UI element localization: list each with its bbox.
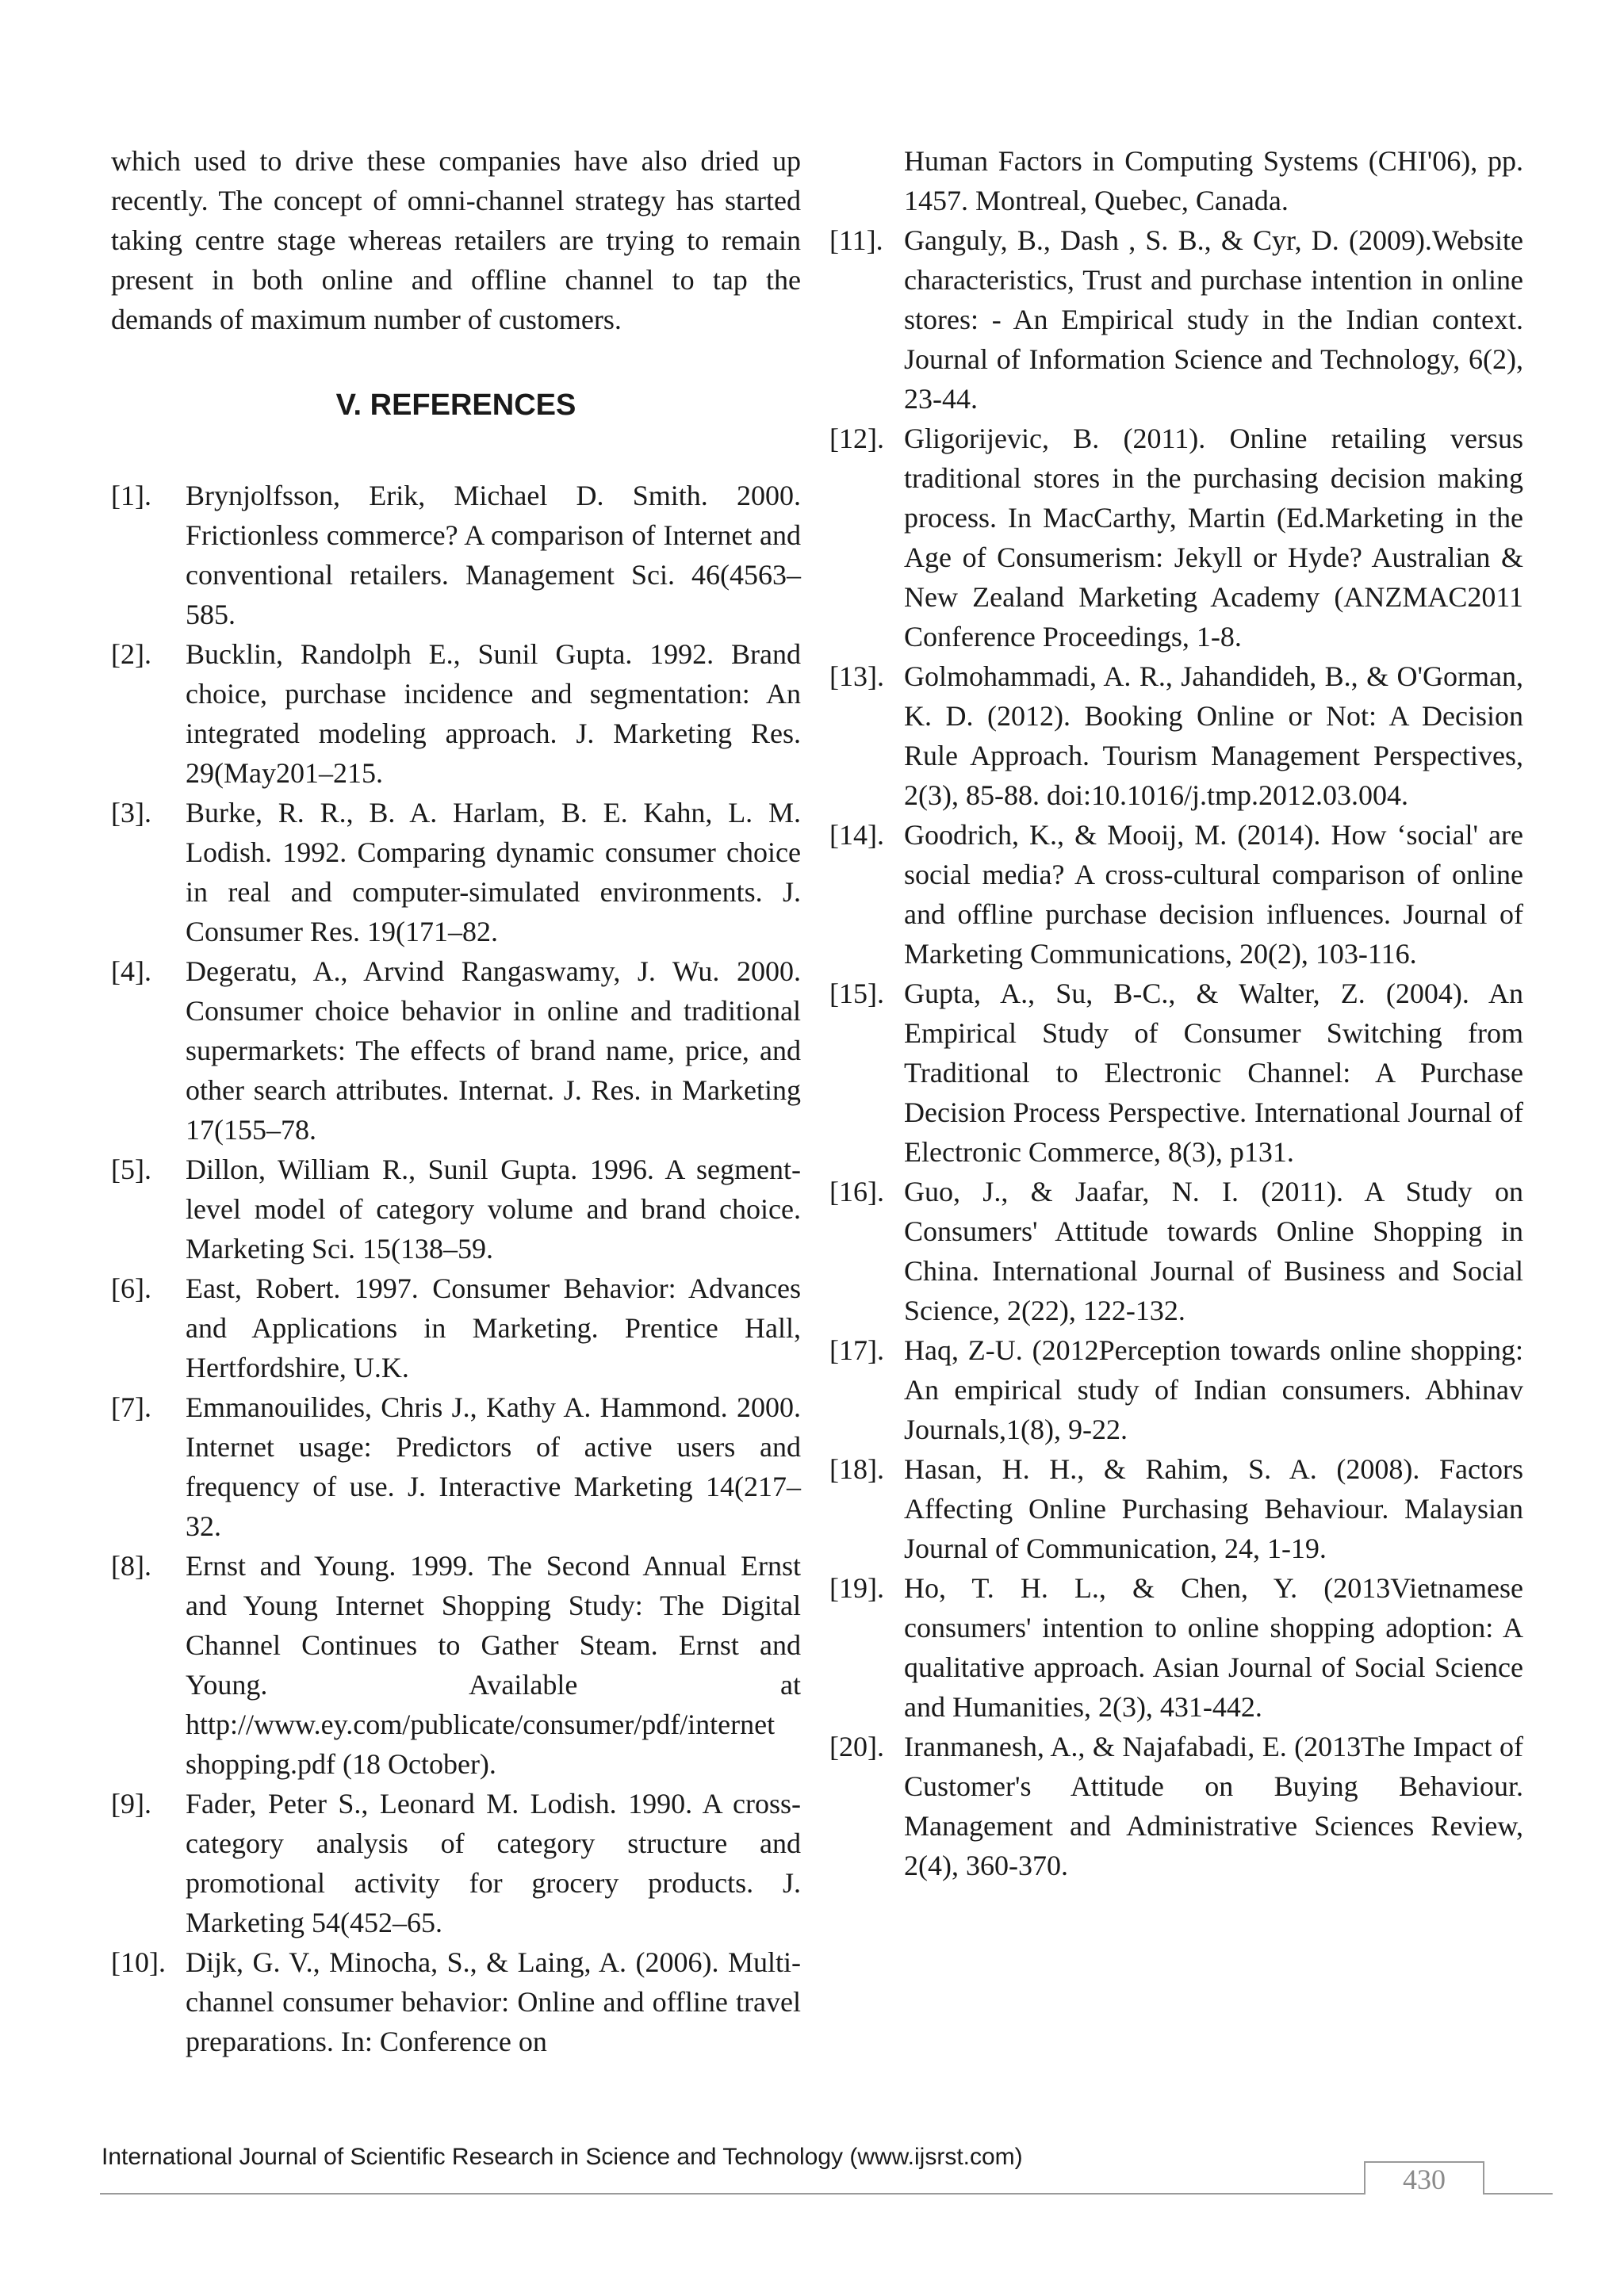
reference-item — [829, 974, 1523, 1172]
right-column — [829, 141, 1523, 1885]
reference-item — [111, 634, 801, 793]
reference-number: [7]. — [111, 1391, 151, 1423]
reference-number: [13]. — [829, 660, 884, 692]
reference-text: Gligorijevic, B. (2011). Online retailing versus traditional stores in the purchasing decision making process. In MacCarthy, Martin (Ed.Marketing in the Age of Consumerism: Jekyll or Hyde? Australian & New Zealand Marketing Academy (ANZMAC2011 Conference Proceedings, 1-8. — [904, 423, 1523, 652]
reference-item — [829, 656, 1523, 815]
reference-number: [15]. — [829, 978, 884, 1009]
reference-text: Gupta, A., Su, B-C., & Walter, Z. (2004). An Empirical Study of Consumer Switching from Traditional to Electronic Channel: A Purchase Decision Process Perspective. International Journal of Electronic Commerce, 8(3), p131. — [904, 978, 1523, 1168]
reference-number: [18]. — [829, 1453, 884, 1485]
reference-item — [829, 220, 1523, 419]
page-number: 430 — [1403, 2164, 1446, 2195]
footer-journal-name: International Journal of Scientific Research in Science and Technology (www.ijsrst.com) — [102, 2144, 1023, 2170]
reference-item — [829, 1330, 1523, 1449]
reference-text: Fader, Peter S., Leonard M. Lodish. 1990. A cross-category analysis of category structure and promotional activity for grocery products. J. Marketing 54(452–65. — [186, 1788, 801, 1938]
references-heading: V. REFERENCES — [335, 388, 576, 422]
reference-text: East, Robert. 1997. Consumer Behavior: Advances and Applications in Marketing. Prentice Hall, Hertfordshire, U.K. — [186, 1272, 801, 1383]
reference-item — [829, 419, 1523, 656]
reference-number: [19]. — [829, 1572, 884, 1604]
reference-text: Ho, T. H. L., & Chen, Y. (2013Vietnamese consumers' intention to online shopping adoption: A qualitative approach. Asian Journal of Social Science and Humanities, 2(3), 431-442. — [904, 1572, 1523, 1723]
reference-item — [111, 793, 801, 951]
reference-item — [111, 1387, 801, 1546]
reference-number: [1]. — [111, 480, 151, 511]
reference-text: Brynjolfsson, Erik, Michael D. Smith. 2000. Frictionless commerce? A comparison of Internet and conventional retailers. Management Sci. 46(4563–585. — [186, 480, 801, 630]
reference-text: Hasan, H. H., & Rahim, S. A. (2008). Factors Affecting Online Purchasing Behaviour. Malaysian Journal of Communication, 24, 1-19. — [904, 1453, 1523, 1564]
reference-item — [111, 951, 801, 1150]
reference-text: Goodrich, K., & Mooij, M. (2014). How ‘social' are social media? A cross-cultural comparison of online and offline purchase decision influences. Journal of Marketing Communications, 20(2), 103-116. — [904, 819, 1523, 970]
reference-number: [5]. — [111, 1154, 151, 1185]
reference-text: Ganguly, B., Dash , S. B., & Cyr, D. (2009).Website characteristics, Trust and purchase intention in online stores: - An Empirical study in the Indian context. Journal of Information Science and Technology, 6(2), 23-44. — [904, 224, 1523, 415]
reference-item — [829, 1172, 1523, 1330]
reference-item — [829, 815, 1523, 974]
left-column — [111, 141, 801, 2061]
reference-text: Golmohammadi, A. R., Jahandideh, B., & O'Gorman, K. D. (2012). Booking Online or Not: A Decision Rule Approach. Tourism Management Perspectives, 2(3), 85-88. doi:10.1016/j.tmp.2012.03.004. — [904, 660, 1523, 811]
reference-text: Burke, R. R., B. A. Harlam, B. E. Kahn, L. M. Lodish. 1992. Comparing dynamic consumer choice in real and computer-simulated environments. J. Consumer Res. 19(171–82. — [186, 797, 801, 947]
reference-item — [829, 1568, 1523, 1727]
reference-item — [111, 1942, 801, 2061]
reference-text: Guo, J., & Jaafar, N. I. (2011). A Study on Consumers' Attitude towards Online Shopping in China. International Journal of Business and Social Science, 2(22), 122-132. — [904, 1176, 1523, 1326]
reference-number: [2]. — [111, 638, 151, 670]
reference-number: [3]. — [111, 797, 151, 828]
reference-text: Haq, Z-U. (2012Perception towards online shopping: An empirical study of Indian consumers. Abhinav Journals,1(8), 9-22. — [904, 1334, 1523, 1445]
reference-item — [829, 1449, 1523, 1568]
reference-text: Dijk, G. V., Minocha, S., & Laing, A. (2006). Multi-channel consumer behavior: Online and offline travel preparations. In: Conference on — [186, 1946, 801, 2057]
reference-number: [6]. — [111, 1272, 151, 1304]
reference-number: [14]. — [829, 819, 884, 851]
reference-item — [111, 1269, 801, 1387]
reference-item — [111, 1150, 801, 1269]
reference-number: [4]. — [111, 955, 151, 987]
reference-item — [111, 1784, 801, 1942]
reference-number: [16]. — [829, 1176, 884, 1207]
reference-text: Human Factors in Computing Systems (CHI'06), pp. 1457. Montreal, Quebec, Canada. — [904, 145, 1523, 216]
reference-text: Ernst and Young. 1999. The Second Annual Ernst and Young Internet Shopping Study: The Digital Channel Continues to Gather Steam. Ernst and Young. Available at http://www.ey.com/publicate/consumer/pdf/internet shopping.pdf (18 October). — [186, 1550, 801, 1780]
reference-item — [829, 1727, 1523, 1885]
reference-number: [10]. — [111, 1946, 166, 1978]
reference-number: [9]. — [111, 1788, 151, 1820]
reference-text: Bucklin, Randolph E., Sunil Gupta. 1992. Brand choice, purchase incidence and segmentation: An integrated modeling approach. J. Marketing Res. 29(May201–215. — [186, 638, 801, 789]
reference-item — [111, 1546, 801, 1784]
reference-text: Dillon, William R., Sunil Gupta. 1996. A segment-level model of category volume and brand choice. Marketing Sci. 15(138–59. — [186, 1154, 801, 1265]
intro-paragraph: which used to drive these companies have also dried up recently. The concept of omni-channel strategy has started taking centre stage whereas retailers are trying to remain present in both online and offline channel to tap the demands of maximum number of customers. — [111, 145, 801, 335]
reference-number: [17]. — [829, 1334, 884, 1366]
footer-divider — [100, 2193, 1553, 2195]
reference-text: Iranmanesh, A., & Najafabadi, E. (2013The Impact of Customer's Attitude on Buying Behaviour. Management and Administrative Sciences Review, 2(4), 360-370. — [904, 1731, 1523, 1881]
reference-text: Degeratu, A., Arvind Rangaswamy, J. Wu. 2000. Consumer choice behavior in online and traditional supermarkets: The effects of brand name, price, and other search attributes. Internat. J. Res. in Marketing 17(155–78. — [186, 955, 801, 1146]
reference-number: [8]. — [111, 1550, 151, 1582]
reference-number: [12]. — [829, 423, 884, 454]
reference-number: [20]. — [829, 1731, 884, 1762]
reference-number: [11]. — [829, 224, 883, 256]
reference-continuation — [829, 141, 1523, 220]
reference-item — [111, 476, 801, 634]
reference-text: Emmanouilides, Chris J., Kathy A. Hammond. 2000. Internet usage: Predictors of active users and frequency of use. J. Interactive Marketing 14(217–32. — [186, 1391, 801, 1542]
